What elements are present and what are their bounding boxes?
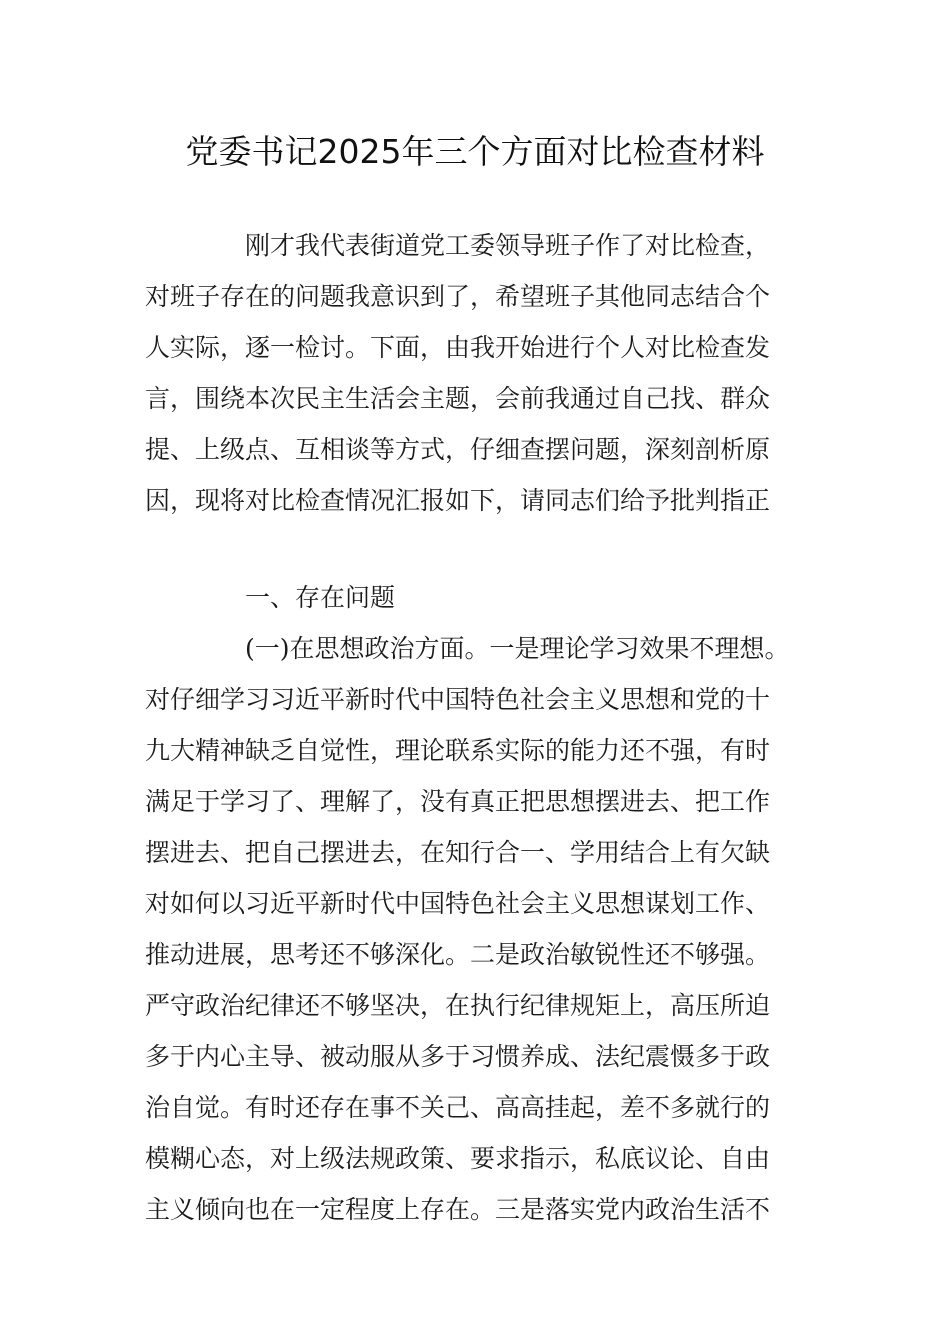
intro-line: 人实际，逐一检讨。下面，由我开始进行个人对比检查发 (145, 333, 771, 362)
body-line: 多于内心主导、被动服从多于习惯养成、法纪震慑多于政 (145, 1042, 771, 1071)
body-line: (一)在思想政治方面。一是理论学习效果不理想。 (245, 634, 790, 663)
body-line: 治自觉。有时还存在事不关己、高高挂起，差不多就行的 (145, 1093, 771, 1122)
intro-line: 因，现将对比检查情况汇报如下，请同志们给予批判指正 (145, 486, 771, 515)
body-line: 对仔细学习习近平新时代中国特色社会主义思想和党的十 (145, 685, 771, 714)
intro-line: 言，围绕本次民主生活会主题，会前我通过自己找、群众 (145, 384, 771, 413)
body-line: 主义倾向也在一定程度上存在。三是落实党内政治生活不 (145, 1195, 771, 1224)
body-line: 摆进去、把自己摆进去，在知行合一、学用结合上有欠缺 (145, 838, 771, 867)
body-line: 严守政治纪律还不够坚决，在执行纪律规矩上，高压所迫 (145, 991, 771, 1020)
section-heading: 一、存在问题 (245, 583, 396, 612)
body-line: 对如何以习近平新时代中国特色社会主义思想谋划工作、 (145, 889, 771, 918)
body-line: 九大精神缺乏自觉性，理论联系实际的能力还不强，有时 (145, 736, 771, 765)
body-line: 满足于学习了、理解了，没有真正把思想摆进去、把工作 (145, 787, 771, 816)
body-line: 模糊心态，对上级法规政策、要求指示，私底议论、自由 (145, 1144, 771, 1173)
intro-line: 刚才我代表街道党工委领导班子作了对比检查， (245, 231, 771, 260)
body-line: 推动进展，思考还不够深化。二是政治敏锐性还不够强。 (145, 940, 771, 969)
intro-line: 对班子存在的问题我意识到了，希望班子其他同志结合个 (145, 282, 771, 311)
document-title: 党委书记2025年三个方面对比检查材料 (185, 132, 765, 171)
intro-line: 提、上级点、互相谈等方式，仔细查摆问题，深刻剖析原 (145, 435, 771, 464)
